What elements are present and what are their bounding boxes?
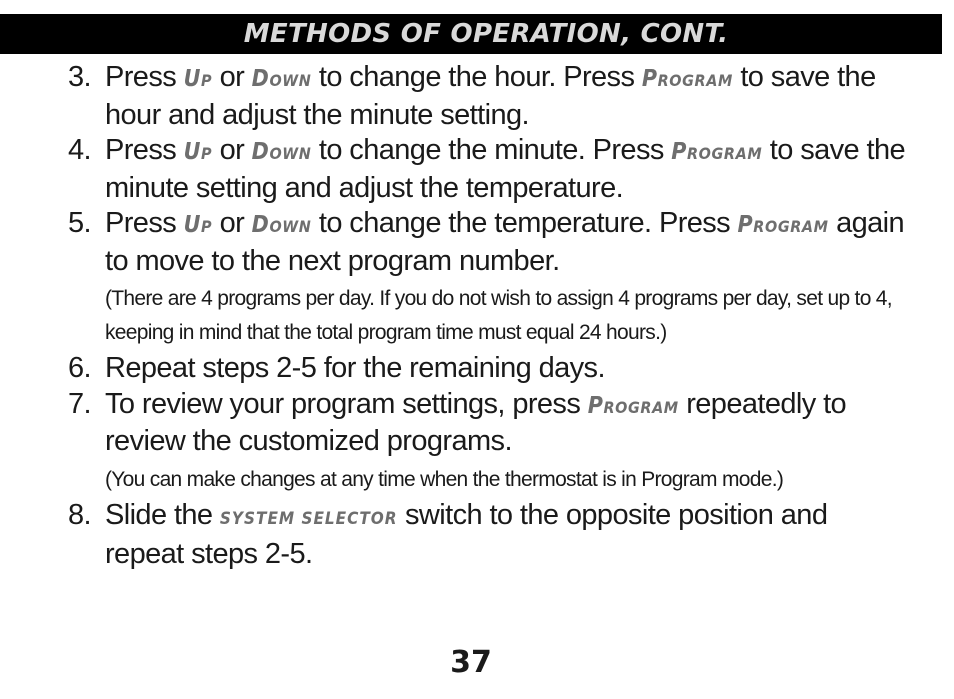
step-text: to change the minute. Press [311,134,672,166]
step-text: repeatedly to review the customized programs. [105,387,847,457]
step-text: Press [105,207,184,239]
step-text: or [212,207,252,239]
keyword-down: Down [251,66,312,92]
step-text: to change the hour. Press [311,61,642,93]
keyword-program: Program [671,139,763,165]
keyword-up: Up [183,66,213,92]
step-text: again to move to the next program number. [105,207,905,277]
step-7 [68,387,908,460]
step-number: 4. [68,134,91,166]
step-text: Press [105,134,184,166]
keyword-program: Program [737,212,829,238]
step-5 [68,206,908,279]
step-number: 6. [68,352,91,384]
step-4 [68,133,908,206]
keyword-program: Program [587,392,679,419]
step-text: or [212,61,252,93]
keyword-up: Up [183,139,213,165]
step-number: 8. [68,498,91,531]
keyword-down: Down [251,139,312,165]
step-number: 3. [68,61,91,93]
instructions-list [68,60,908,573]
step-text: switch to the opposite position and repeat steps 2-5. [105,498,828,570]
step-text: Slide the [105,498,220,531]
step-text: to change the temperature. Press [311,207,738,239]
step-text: to save the hour and adjust the minute setting. [105,61,876,131]
page-number: 37 [450,645,492,680]
step-text: to save the minute setting and adjust the temperature. [105,134,906,204]
step-number: 7. [68,387,91,420]
step-number: 5. [68,207,91,239]
keyword-down: Down [251,212,312,238]
step-8 [68,498,908,573]
step-text: To review your program settings, press [105,387,588,420]
keyword-up: Up [183,212,213,238]
keyword-system-selector: SYSTEM SELECTOR [219,508,398,529]
section-title: METHODS OF OPERATION, CONT. [243,19,729,49]
step-7-note: (You can make changes at any time when the thermostat is in Program mode.) [105,467,784,491]
step-6 [68,351,908,387]
step-text: Repeat steps 2-5 for the remaining days. [105,352,605,384]
step-text: Press [105,61,184,93]
step-3 [68,60,908,133]
step-5-note: (There are 4 programs per day. If you do not wish to assign 4 programs per day, set up to 4, keeping in mind that the total program time must equal 24 hours.) [105,287,892,344]
step-text: or [212,134,252,166]
keyword-program: Program [641,66,733,92]
section-header-bar [0,14,942,54]
